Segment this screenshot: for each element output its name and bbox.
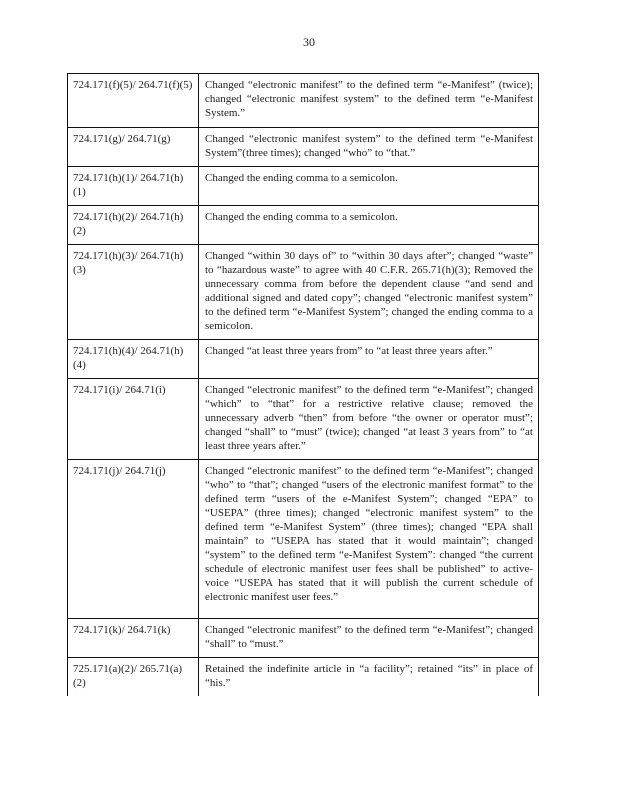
section-cell: 724.171(f)(5)/ 264.71(f)(5): [68, 74, 199, 128]
section-cell: 724.171(h)(2)/ 264.71(h)(2): [68, 206, 199, 245]
table-row: [68, 206, 539, 245]
section-cell: 724.171(i)/ 264.71(i): [68, 379, 199, 460]
change-description-cell: Changed the ending comma to a semicolon.: [199, 167, 539, 206]
change-description-cell: Changed the ending comma to a semicolon.: [199, 206, 539, 245]
change-description-cell: Retained the indefinite article in “a facility”; retained “its” in place of “his.”: [199, 658, 539, 697]
amendments-table: [67, 73, 539, 696]
section-cell: 724.171(k)/ 264.71(k): [68, 619, 199, 658]
change-description-cell: Changed “electronic manifest” to the defined term “e-Manifest”; changed “shall” to “must.”: [199, 619, 539, 658]
table-row: [68, 379, 539, 460]
section-cell: 724.171(h)(4)/ 264.71(h)(4): [68, 340, 199, 379]
table-row: [68, 74, 539, 128]
table-row: [68, 128, 539, 167]
table-row: [68, 340, 539, 379]
change-description-cell: Changed “electronic manifest system” to the defined term “e-Manifest System”(three times); changed “who” to “that.”: [199, 128, 539, 167]
page-number: 30: [303, 35, 315, 49]
section-cell: 724.171(j)/ 264.71(j): [68, 460, 199, 619]
table-row: [68, 658, 539, 697]
section-cell: 724.171(h)(3)/ 264.71(h)(3): [68, 245, 199, 340]
change-description-cell: Changed “within 30 days of” to “within 30 days after”; changed “waste” to “hazardous waste” to agree with 40 C.F.R. 265.71(h)(3); Removed the unnecessary comma from before the dependent clause “and send and additional signed and dated copy”; changed “electronic manifest system” to the defined term “e-Manifest System”; changed the ending comma to a semicolon.: [199, 245, 539, 340]
section-cell: 724.171(h)(1)/ 264.71(h)(1): [68, 167, 199, 206]
table-row: [68, 167, 539, 206]
table-row: [68, 619, 539, 658]
change-description-cell: Changed “electronic manifest” to the defined term “e-Manifest”; changed “who” to “that”; changed “users of the electronic manifest format” to the defined term “users of the e-Manifest System”; changed “EPA” to “USEPA” (three times); changed “electronic manifest system” to the defined term “e-Manifest System” (three times); changed “EPA shall maintain” to “USEPA has stated that it would maintain”; changed “system” to the defined term “e-Manifest System”: changed “the current schedule of electronic manifest user fees shall be published” to active-voice “USEPA has stated that it will publish the current schedule of electronic manifest user fees.”: [199, 460, 539, 619]
table-row: [68, 245, 539, 340]
change-description-cell: Changed “electronic manifest” to the defined term “e-Manifest” (twice); changed “electronic manifest system” to the defined term “e-Manifest System.”: [199, 74, 539, 128]
table-row: [68, 460, 539, 619]
change-description-cell: Changed “at least three years from” to “at least three years after.”: [199, 340, 539, 379]
change-description-cell: Changed “electronic manifest” to the defined term “e-Manifest”; changed “which” to “that” for a restrictive relative clause; removed the unnecessary adverb “then” from before “the owner or operator must”; changed “shall” to “must” (twice); changed “at least 3 years from” to “at least three years after.”: [199, 379, 539, 460]
section-cell: 724.171(g)/ 264.71(g): [68, 128, 199, 167]
section-cell: 725.171(a)(2)/ 265.71(a)(2): [68, 658, 199, 697]
